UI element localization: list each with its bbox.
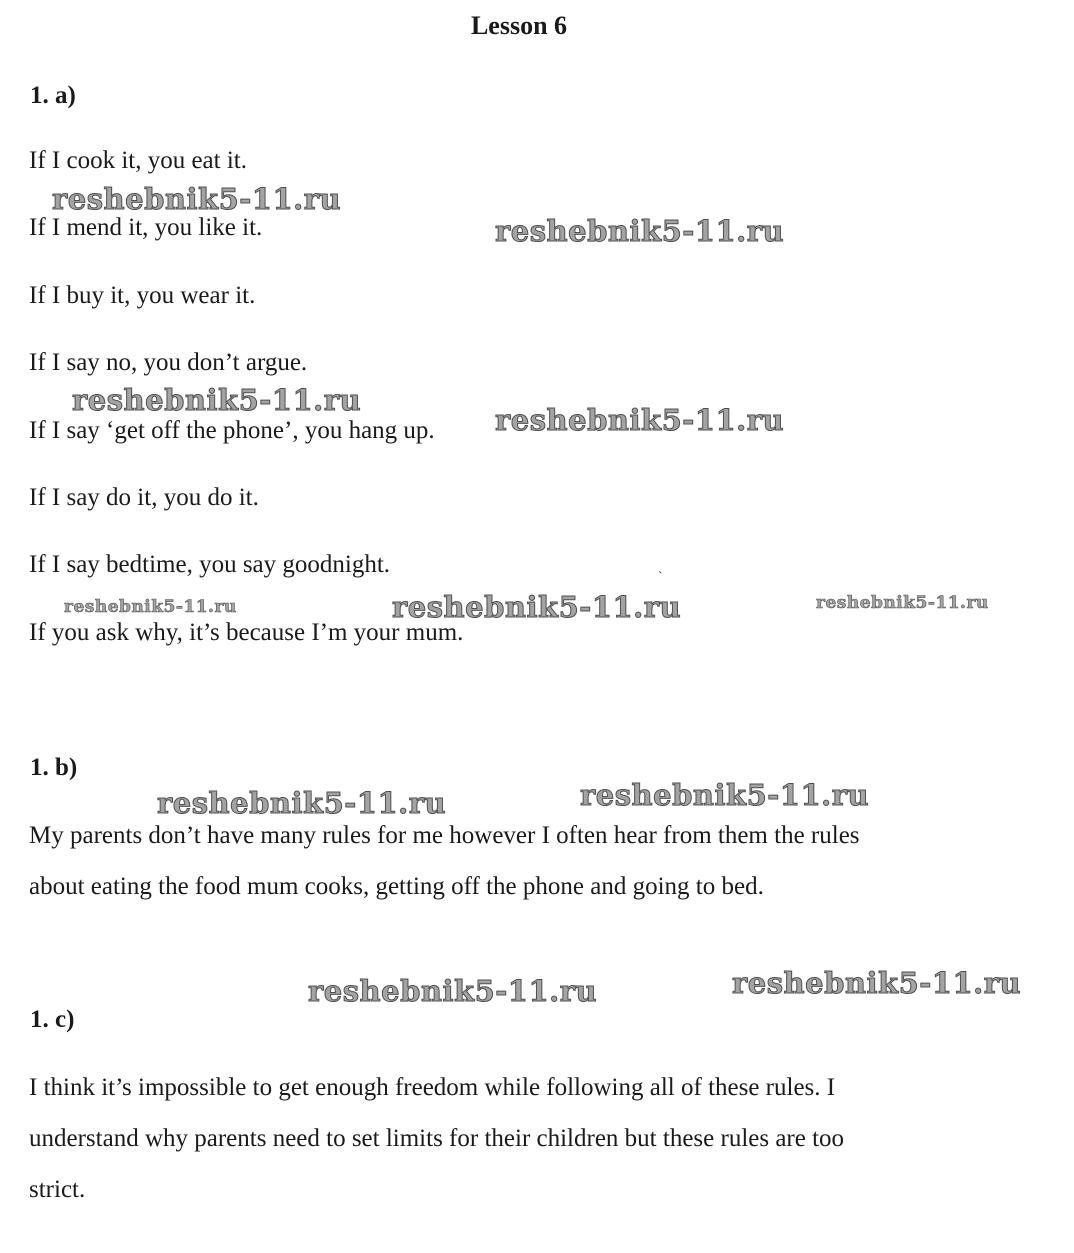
section-c-line-2: understand why parents need to set limits for their children but these rules are too xyxy=(29,1125,845,1152)
watermark: reshebnik5-11.ru xyxy=(495,214,785,248)
section-a-heading: 1. a) xyxy=(30,82,76,109)
watermark: reshebnik5-11.ru xyxy=(495,403,785,437)
watermark: reshebnik5-11.ru xyxy=(64,597,237,617)
section-a-line-1: If I cook it, you eat it. xyxy=(29,147,247,174)
section-b-heading: 1. b) xyxy=(30,754,78,781)
section-c-line-3: strict. xyxy=(29,1176,86,1203)
watermark: reshebnik5-11.ru xyxy=(816,593,989,613)
section-a-line-2: If I mend it, you like it. xyxy=(29,214,263,241)
section-a-line-4: If I say no, you don’t argue. xyxy=(29,349,308,376)
page-title: Lesson 6 xyxy=(470,11,568,40)
section-b-line-2: about eating the food mum cooks, getting off the phone and going to bed. xyxy=(29,873,764,900)
section-a-line-6: If I say do it, you do it. xyxy=(29,484,259,511)
watermark: reshebnik5-11.ru xyxy=(308,974,598,1008)
watermark: reshebnik5-11.ru xyxy=(580,778,870,812)
watermark: reshebnik5-11.ru xyxy=(732,966,1022,1000)
watermark: reshebnik5-11.ru xyxy=(72,383,362,417)
section-a-line-3: If I buy it, you wear it. xyxy=(29,282,256,309)
watermark: reshebnik5-11.ru xyxy=(52,182,342,216)
section-c-heading: 1. c) xyxy=(30,1006,75,1033)
section-a-line-5: If I say ‘get off the phone’, you hang up. xyxy=(29,417,435,444)
section-c-paragraph xyxy=(29,1062,1029,1215)
scan-speck-icon: ` xyxy=(658,570,663,585)
section-a-line-7: If I say bedtime, you say goodnight. xyxy=(29,551,391,578)
section-b-line-1: My parents don’t have many rules for me however I often hear from them the rules xyxy=(29,822,860,849)
watermark: reshebnik5-11.ru xyxy=(157,786,447,820)
section-a-line-8: If you ask why, it’s because I’m your mum. xyxy=(29,619,464,646)
watermark: reshebnik5-11.ru xyxy=(392,590,682,624)
section-b-paragraph xyxy=(29,810,1029,912)
section-c-line-1: I think it’s impossible to get enough freedom while following all of these rules. I xyxy=(29,1074,836,1101)
